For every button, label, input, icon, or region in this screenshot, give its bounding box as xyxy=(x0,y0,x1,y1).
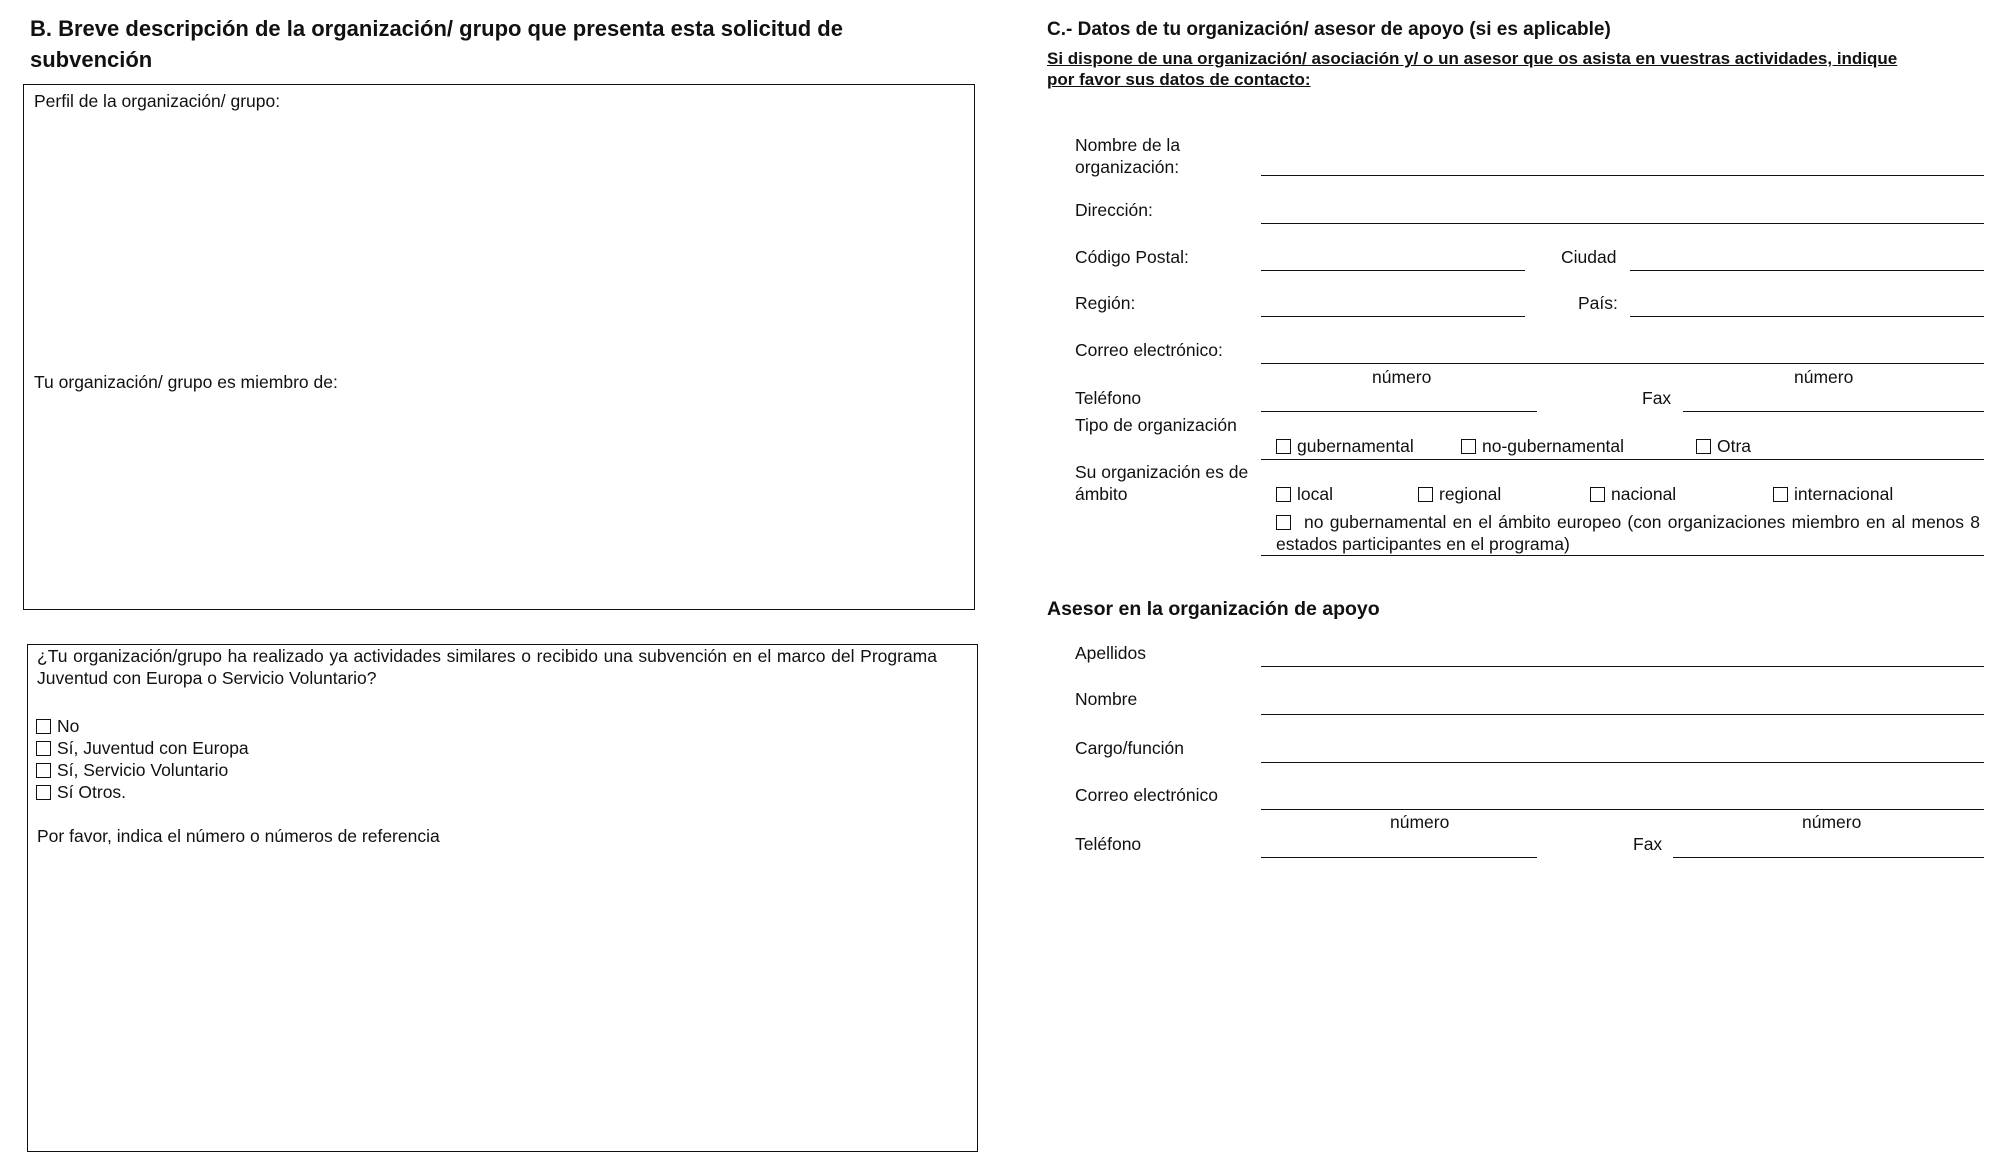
phone-number-caption: número xyxy=(1372,367,1432,387)
advisor-fax-field[interactable] xyxy=(1673,857,1984,858)
advisor-position-field[interactable] xyxy=(1261,762,1984,763)
checkbox[interactable] xyxy=(1276,515,1291,530)
checkbox[interactable] xyxy=(36,785,51,800)
advisor-fax-number-caption: número xyxy=(1802,812,1862,832)
section-c-subtitle: Si dispone de una organización/ asociación y/ o un asesor que os asista en vuestras actividades, indique por favor sus datos de contacto: xyxy=(1047,49,1898,89)
checkbox[interactable] xyxy=(36,719,51,734)
option-label: nacional xyxy=(1611,484,1677,504)
option-label: Sí, Servicio Voluntario xyxy=(57,760,229,780)
checkbox[interactable] xyxy=(1696,439,1711,454)
scope-internacional[interactable] xyxy=(1773,483,1893,505)
advisor-surname-label: Apellidos xyxy=(1075,643,1147,663)
scope-european-label: no gubernamental en el ámbito europeo (con organizaciones miembro en al menos 8 estados participantes en el programa) xyxy=(1276,512,1980,554)
reference-label: Por favor, indica el número o números de referencia xyxy=(37,826,440,846)
org-type-underline xyxy=(1261,459,1984,460)
previous-activity-question: ¿Tu organización/grupo ha realizado ya actividades similares o recibido una subvención en el marco del Programa Juventud con Europa o Servicio Voluntario? xyxy=(37,646,937,688)
region-field[interactable] xyxy=(1261,316,1525,317)
advisor-phone-field[interactable] xyxy=(1261,857,1537,858)
advisor-surname-field[interactable] xyxy=(1261,666,1984,667)
advisor-fax-label: Fax xyxy=(1633,834,1663,854)
option-otros[interactable] xyxy=(36,781,126,803)
scope-nacional[interactable] xyxy=(1590,483,1676,505)
previous-activity-box[interactable] xyxy=(27,644,978,1152)
org-name-field[interactable] xyxy=(1261,175,1984,176)
option-label: Otra xyxy=(1717,436,1752,456)
advisor-email-label: Correo electrónico xyxy=(1075,785,1218,805)
org-type-otra[interactable] xyxy=(1696,435,1751,457)
advisor-name-label: Nombre xyxy=(1075,689,1138,709)
fax-label: Fax xyxy=(1642,388,1672,408)
fax-number-caption: número xyxy=(1794,367,1854,387)
org-type-label: Tipo de organización xyxy=(1075,415,1237,435)
option-no[interactable] xyxy=(36,715,79,737)
address-label: Dirección: xyxy=(1075,200,1153,220)
address-field[interactable] xyxy=(1261,223,1984,224)
postcode-field[interactable] xyxy=(1261,270,1525,271)
scope-local[interactable] xyxy=(1276,483,1333,505)
advisor-position-label: Cargo/función xyxy=(1075,738,1184,758)
org-name-label: Nombre de la organización: xyxy=(1075,135,1181,177)
advisor-phone-number-caption: número xyxy=(1390,812,1450,832)
country-label: País: xyxy=(1578,293,1618,313)
member-label: Tu organización/ grupo es miembro de: xyxy=(34,372,338,392)
checkbox[interactable] xyxy=(1590,487,1605,502)
checkbox[interactable] xyxy=(1461,439,1476,454)
option-label: gubernamental xyxy=(1297,436,1414,456)
email-field[interactable] xyxy=(1261,363,1984,364)
checkbox[interactable] xyxy=(1276,439,1291,454)
checkbox[interactable] xyxy=(1276,487,1291,502)
region-label: Región: xyxy=(1075,293,1136,313)
option-label: Sí Otros. xyxy=(57,782,127,802)
option-label: local xyxy=(1297,484,1333,504)
option-label: no-gubernamental xyxy=(1482,436,1625,456)
org-type-no-gubernamental[interactable] xyxy=(1461,435,1624,457)
profile-label: Perfil de la organización/ grupo: xyxy=(34,91,281,111)
option-label: Sí, Juventud con Europa xyxy=(57,738,249,758)
email-label: Correo electrónico: xyxy=(1075,340,1223,360)
option-label: regional xyxy=(1439,484,1502,504)
section-b-title: B. Breve descripción de la organización/ grupo que presenta esta solicitud de subvención xyxy=(30,16,843,72)
checkbox[interactable] xyxy=(36,763,51,778)
advisor-email-field[interactable] xyxy=(1261,809,1984,810)
option-label: internacional xyxy=(1794,484,1894,504)
scope-underline xyxy=(1261,555,1984,556)
scope-regional[interactable] xyxy=(1418,483,1501,505)
option-voluntario[interactable] xyxy=(36,759,228,781)
profile-box[interactable] xyxy=(23,84,975,610)
checkbox[interactable] xyxy=(1773,487,1788,502)
phone-field[interactable] xyxy=(1261,411,1537,412)
fax-field[interactable] xyxy=(1683,411,1984,412)
phone-label: Teléfono xyxy=(1075,388,1142,408)
checkbox[interactable] xyxy=(36,741,51,756)
country-field[interactable] xyxy=(1630,316,1984,317)
advisor-name-field[interactable] xyxy=(1261,714,1984,715)
section-c-title: C.- Datos de tu organización/ asesor de apoyo (si es aplicable) xyxy=(1047,19,1611,40)
advisor-phone-label: Teléfono xyxy=(1075,834,1142,854)
advisor-title: Asesor en la organización de apoyo xyxy=(1047,598,1380,620)
postcode-label: Código Postal: xyxy=(1075,247,1189,267)
checkbox[interactable] xyxy=(1418,487,1433,502)
scope-european[interactable] xyxy=(1276,511,1980,555)
city-label: Ciudad xyxy=(1561,247,1617,267)
option-juventud[interactable] xyxy=(36,737,249,759)
option-label: No xyxy=(57,716,80,736)
org-type-gubernamental[interactable] xyxy=(1276,435,1414,457)
scope-label: Su organización es de ámbito xyxy=(1075,462,1249,504)
city-field[interactable] xyxy=(1630,270,1984,271)
